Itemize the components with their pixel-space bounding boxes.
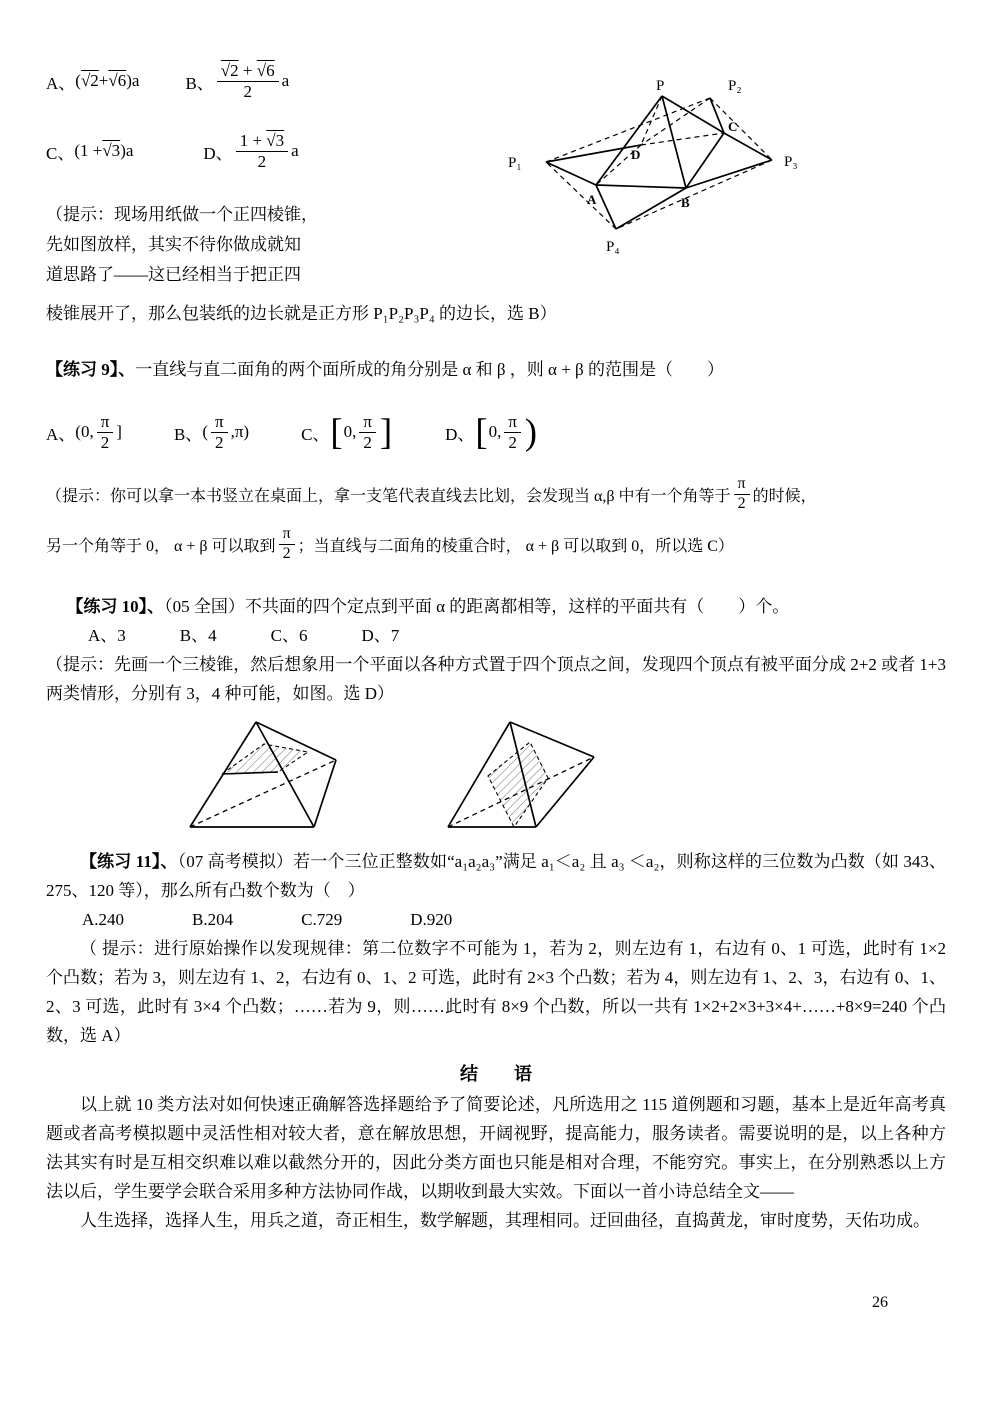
option-a-radical-2: √6 [108,71,127,90]
exercise-8-hint [46,200,484,290]
hint-text: 另一个角等于 0， α + β 可以取到 [46,537,276,555]
option-c-suffix: )a [120,141,134,160]
option-d-num: π [504,412,521,433]
option-b-label: B、 [173,424,203,444]
page-number: 26 [872,1294,888,1311]
option-a-pre: ( [75,71,81,90]
exercise-8-options-row-1 [46,46,484,116]
vertex-label-p3: P₃ [784,154,798,170]
option-a: A、3 [88,626,126,645]
exercise-8-options-row-2 [46,116,484,186]
option-d [203,131,298,171]
option-d: D.920 [410,910,453,929]
exercise-9-options [46,400,946,464]
option-a: A.240 [82,910,125,929]
option-c-right-bracket: ] [379,410,393,452]
vertex-label-p2: P₂ [728,78,742,94]
option-d-den: 2 [508,432,517,452]
option-b-suffix: ,π) [230,422,250,441]
exercise-9-label: 【练习 9】、 [46,360,136,379]
option-c [46,139,133,164]
hint-line-1: （提示：现场用纸做一个正四棱锥， [46,205,318,224]
exercise-10-block [46,592,946,708]
exercise-8-left-column [46,46,484,290]
option-b-pre: ( [202,422,208,441]
option-d-left-bracket: [ [475,410,488,452]
option-b: B.204 [192,910,234,929]
option-d-fraction [504,412,521,452]
exercise-10-hint: （提示：先画一个三棱锥，然后想象用一个平面以各种方式置于四个顶点之间，发现四个顶点有被平面分成 2+2 或者 1+3 两类情形，分别有 3，4 种可能，如图。选 D） [46,655,946,703]
option-d-num-pre: 1 + [239,130,267,150]
hint-line-2: 先如图放样，其实不待你做成就知 [46,235,301,254]
conclusion-paragraph-2: 人生选择，选择人生，用兵之道，奇正相生，数学解题，其理相同。迂回曲径，直捣黄龙，审时度势，天佑功成。 [80,1211,930,1230]
tetrahedron-figure-1 [186,712,386,837]
conclusion-paragraph-1: 以上就 10 类方法对如何快速正确解答选择题给予了简要论述，凡所选用之 115 道例题和习题，基本上是近年高考真题或者高考模拟题中灵活性相对较大者，意在解放思想，开阔视野，提高能力，服务读者。需要说明的是，以上各种方法其实有时是互相交织难以难以截然分开的，因此分类方面也只能是相对合理，不能穷究。事实上，在分别熟悉以上方法以后，学生要学会联合采用多种方法协同作战，以期收到最大实效。下面以一首小诗总结全文—— [46,1095,946,1201]
pyramid-net-svg [484,54,824,269]
option-b-fraction [211,412,228,452]
option-d-radical: √3 [266,130,285,150]
option-a-num: π [97,412,114,433]
frac-den: 2 [282,544,291,562]
vertex-label-p1: P₁ [508,155,522,171]
exercise-9-title [46,355,946,384]
option-a-den: 2 [100,432,110,452]
option-b [174,412,249,452]
option-a [46,69,139,94]
option-c-label: C、 [46,143,75,163]
option-d-fraction [236,131,288,171]
option-d-label: D、 [445,424,475,444]
exercise-10-title [46,592,946,621]
frac-den: 2 [737,494,746,512]
option-b-denominator: 2 [243,81,252,101]
vertex-label-p: P [656,78,665,94]
vertex-label-p4: P₄ [606,239,620,255]
pyramid-dashed-edges [546,96,772,229]
exercise-11-title [46,847,946,905]
vertex-label-a: A [587,192,597,207]
option-b: B、4 [179,626,217,645]
option-b [185,61,289,101]
option-a-radical-1: √2 [80,71,99,90]
option-c-pre: (1 + [74,141,103,160]
hint-text: 的时候， [752,487,817,505]
option-c: C.729 [301,910,343,929]
exercise-11-block [46,847,946,1050]
option-b-numerator [217,61,279,82]
option-d-numerator [236,131,288,152]
option-b-fraction [217,61,279,101]
exercise-9-hint-line-2 [46,520,946,568]
option-a-suffix: )a [126,71,140,90]
exercise-9-hint-line-1 [46,468,946,520]
frac-num: π [279,525,295,544]
vertex-label-b: B [681,195,690,210]
option-c-den: 2 [363,432,372,452]
exercise-11-question: （07 高考模拟）若一个三位正整数如“a₁a₂a₃”满足 a₁＜a₂ 且 a₃ ＜a₂，则称这样的三位数为凸数（如 343、275、120 等），那么所有凸数个数为（ ） [46,852,946,900]
option-b-num-mid: + [238,60,257,80]
option-c-num: π [359,412,376,433]
option-c-fraction [359,412,376,452]
option-a-fraction [97,412,114,452]
pyramid-net-figure [484,46,829,290]
exercise-10-question: （05 全国）不共面的四个定点到平面 α 的距离都相等，这样的平面共有（ ）个。 [164,597,790,616]
option-a [46,412,122,452]
option-b-suffix: a [281,71,290,90]
option-b-label: B、 [185,73,214,93]
hint-text: ；当直线与二面角的棱重合时， α + β 可以取到 0，所以选 C） [297,537,734,555]
option-d-denominator: 2 [257,151,267,171]
tetrahedron-figure-2 [444,712,644,837]
exercise-10-options [46,621,946,650]
option-d-right-bracket: ) [524,410,538,452]
option-b-radical-2: √6 [256,60,275,80]
option-d-suffix: a [291,141,299,160]
option-a-label: A、 [46,424,76,444]
option-a-suffix: ] [116,422,122,441]
option-c: C、6 [270,626,308,645]
option-d: D、7 [361,626,400,645]
vertex-label-d: D [631,147,641,162]
exercise-8-block [46,46,946,290]
option-d-pre: 0, [488,422,502,441]
option-d [445,412,538,452]
exercise-11-options [46,905,946,934]
conclusion-heading: 结 语 [460,1064,532,1084]
pi-over-2-fraction [279,525,295,563]
exercise-11-hint: （ 提示：进行原始操作以发现规律：第二位数字不可能为 1，若为 2，则左边有 1，右边有 0、1 可选，此时有 1×2 个凸数；若为 3，则左边有 1、2，右边有 0、1、2 可选，此时有 2×3 个凸数；若为 4，则左边有 1、2、3，右边有 0、1、2、3 可选，此时有 3×4 个凸数；……若为 9，则……此时有 8×9 个凸数，所以一共有 1×2+2×3+3×4+……+8×9=240 个凸数，选 A） [46,939,946,1045]
option-a-pre: (0, [75,422,94,441]
exercise-11-label: 【练习 11】、 [80,852,178,871]
option-c [301,412,393,452]
option-a-mid: + [98,71,109,90]
hint-text: （提示：你可以拿一本书竖立在桌面上，拿一支笔代表直线去比划，会发现当 α,β 中有一个角等于 [46,487,731,505]
hint-line-3: 道思路了——这已经相当于把正四 [46,265,301,284]
exercise-10-label: 【练习 10】、 [66,597,165,616]
option-b-radical-1: √2 [220,60,239,80]
option-b-num: π [211,412,228,433]
tetrahedron-figures [186,712,946,837]
exercise-9-question: 一直线与直二面角的两个面所成的角分别是 α 和 β ，则 α + β 的范围是（ ） [135,360,724,379]
option-c-left-bracket: [ [330,410,343,452]
option-a-label: A、 [46,73,76,93]
pi-over-2-fraction [734,475,750,513]
option-c-radical: √3 [102,141,121,160]
option-c-pre: 0, [343,422,357,441]
exercise-8-hint-tail: 棱锥展开了，那么包装纸的边长就是正方形 P₁P₂P₃P₄ 的边长，选 B） [46,304,557,323]
option-d-label: D、 [203,143,233,163]
pyramid-solid-edges [546,96,772,229]
frac-num: π [734,475,750,494]
option-b-den: 2 [215,432,224,452]
option-c-label: C、 [301,424,330,444]
vertex-label-c: C [728,119,738,134]
